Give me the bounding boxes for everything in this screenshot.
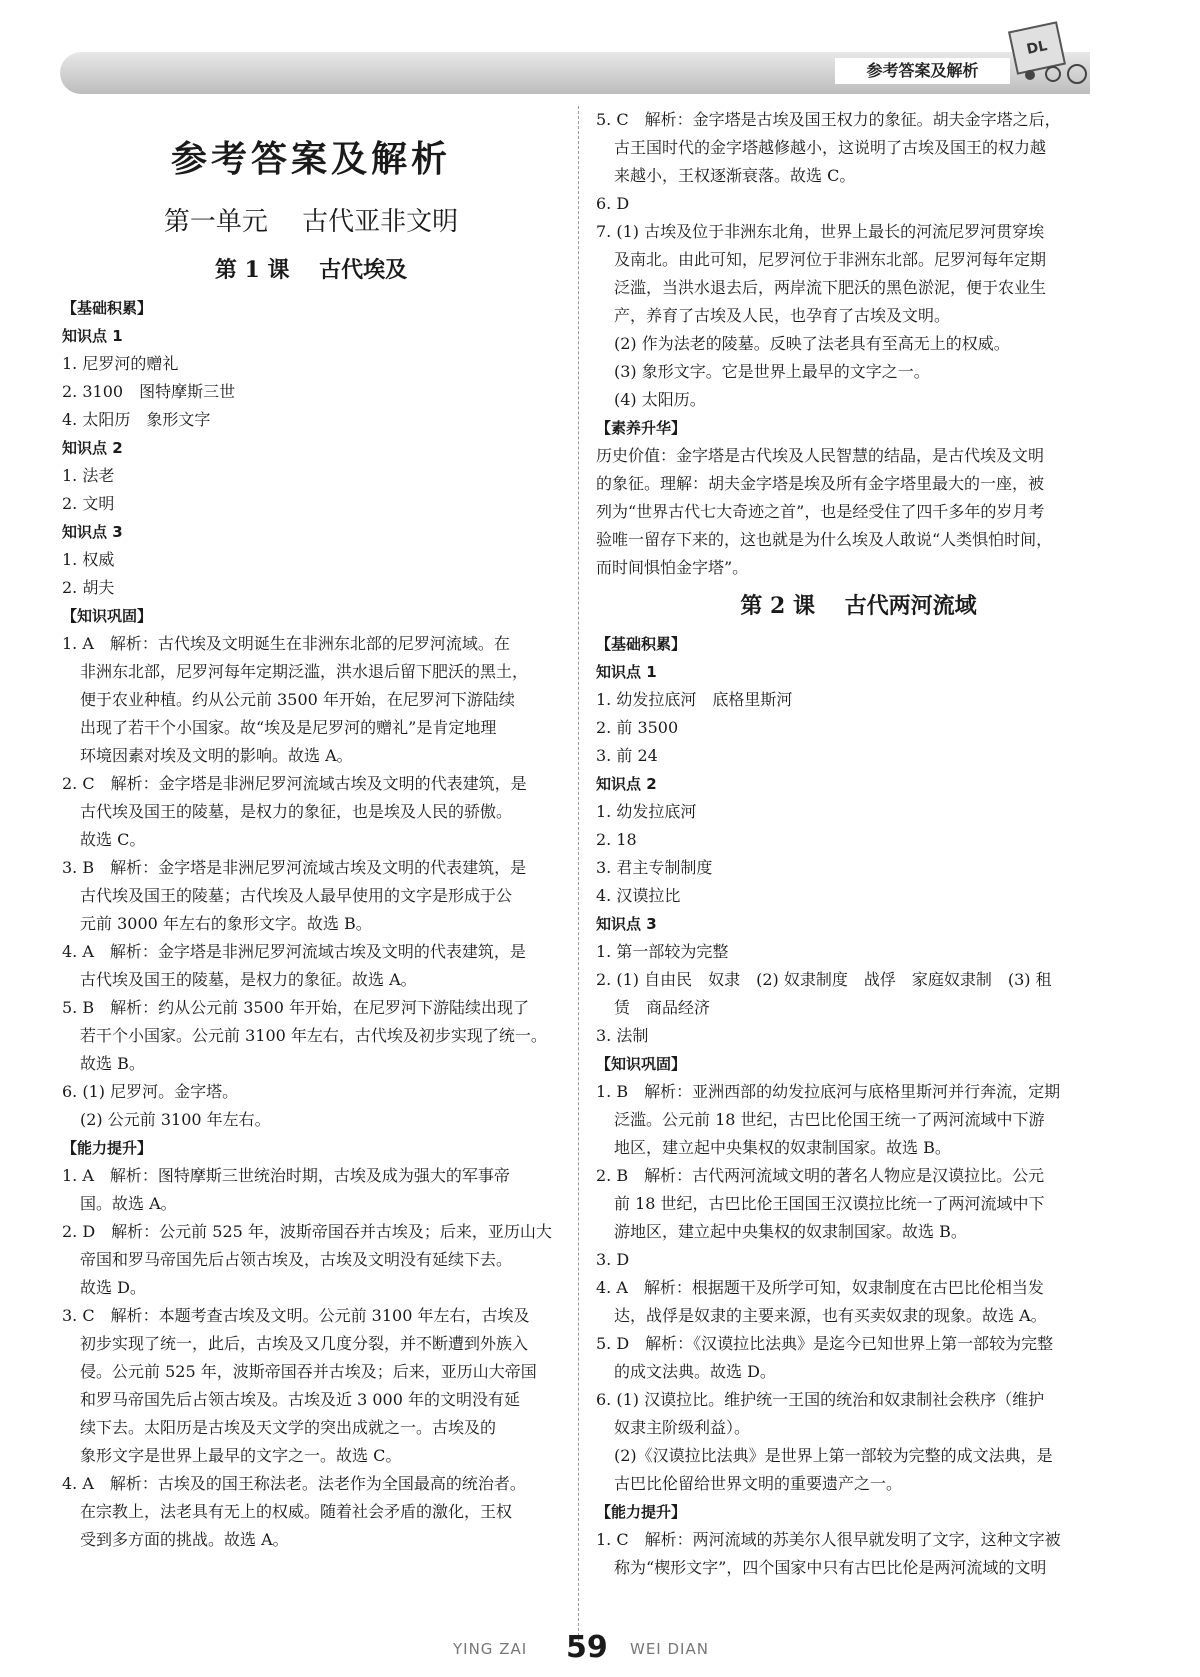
answer-line: 历史价值：金字塔是古代埃及人民智慧的结晶，是古代埃及文明 — [596, 446, 1045, 465]
answer-line: 古代埃及国王的陵墓，是权力的象征，也是埃及人民的骄傲。 — [80, 802, 513, 821]
answer-line: 若干个小国家。公元前 3100 年左右，古代埃及初步实现了统一。 — [80, 1026, 547, 1045]
footer-left: YING ZAI — [453, 1640, 528, 1658]
knowledge-point-label: 知识点 2 — [62, 439, 123, 457]
answer-line: 称为“楔形文字”，四个国家中只有古巴比伦是两河流域的文明 — [614, 1558, 1047, 1577]
answer-line: 2. C 解析：金字塔是非洲尼罗河流域古埃及文明的代表建筑，是 — [62, 774, 527, 793]
answer-line: 2. 18 — [596, 830, 637, 849]
answer-line: 地区，建立起中央集权的奴隶制国家。故选 B。 — [614, 1138, 951, 1157]
answer-line: 4. A 解析：金字塔是非洲尼罗河流域古埃及文明的代表建筑，是 — [62, 942, 526, 961]
answer-line: 1. 幼发拉底河 底格里斯河 — [596, 690, 793, 709]
answer-line: (2) 作为法老的陵墓。反映了法老具有至高无上的权威。 — [614, 334, 1010, 353]
answer-line: 1. 第一部较为完整 — [596, 942, 729, 961]
answer-line: 1. 幼发拉底河 — [596, 802, 697, 821]
answer-line: 象形文字是世界上最早的文字之一。故选 C。 — [80, 1446, 402, 1465]
answer-line: 1. 法老 — [62, 466, 115, 485]
answer-line: 4. 太阳历 象形文字 — [62, 410, 211, 429]
answer-line: 验唯一留存下来的，这也就是为什么埃及人敢说“人类惧怕时间， — [596, 530, 1053, 549]
section-heading: 【知识巩固】 — [62, 607, 153, 625]
answer-line: 4. A 解析：根据题干及所学可知，奴隶制度在古巴比伦相当发 — [596, 1278, 1044, 1297]
right-content-bottom — [596, 630, 1121, 1582]
knowledge-point-label: 知识点 1 — [62, 327, 123, 345]
answer-line: 游地区，建立起中央集权的奴隶制国家。故选 B。 — [614, 1222, 967, 1241]
answer-line: 5. B 解析：约从公元前 3500 年开始，在尼罗河下游陆续出现了 — [62, 998, 530, 1017]
answer-line: 1. 权威 — [62, 550, 115, 569]
answer-line: 出现了若干个小国家。故“埃及是尼罗河的赠礼”是肯定地理 — [80, 718, 497, 737]
answer-line: 古王国时代的金字塔越修越小，这说明了古埃及国王的权力越 — [614, 138, 1047, 157]
answer-line: (2) 公元前 3100 年左右。 — [80, 1110, 271, 1129]
answer-line: 续下去。太阳历是古埃及天文学的突出成就之一。古埃及的 — [80, 1418, 497, 1437]
answer-line: 非洲东北部，尼罗河每年定期泛滥，洪水退后留下肥沃的黑土， — [80, 662, 529, 681]
lesson-1-title: 第 1 课 古代埃及 — [214, 257, 408, 283]
answer-line: 4. 汉谟拉比 — [596, 886, 681, 905]
answer-line: 3. 君主专制制度 — [596, 858, 713, 877]
answer-line: 的成文法典。故选 D。 — [614, 1362, 776, 1381]
right-content-top — [596, 106, 1121, 582]
answer-line: 故选 B。 — [80, 1054, 145, 1073]
answer-line: (4) 太阳历。 — [614, 390, 706, 409]
answer-line: 泛滥，当洪水退去后，两岸流下肥沃的黑色淤泥，便于农业生 — [614, 278, 1047, 297]
page-number: 59 — [566, 1630, 608, 1665]
footer-right: WEI DIAN — [630, 1640, 709, 1658]
answer-line: 故选 D。 — [80, 1278, 146, 1297]
answer-line: 帝国和罗马帝国先后占领古埃及，古埃及文明没有延续下去。 — [80, 1250, 513, 1269]
answer-line: 3. 法制 — [596, 1026, 649, 1045]
answer-line: 1. B 解析：亚洲西部的幼发拉底河与底格里斯河并行奔流，定期 — [596, 1082, 1061, 1101]
footer — [0, 1630, 1200, 1670]
answer-line: 1. A 解析：古代埃及文明诞生在非洲东北部的尼罗河流域。在 — [62, 634, 510, 653]
answer-line: 赁 商品经济 — [614, 998, 711, 1017]
answer-line: 3. 前 24 — [596, 746, 658, 765]
section-heading: 【基础积累】 — [62, 299, 153, 317]
section-heading: 【能力提升】 — [62, 1139, 153, 1157]
answer-line: 5. C 解析：金字塔是古埃及国王权力的象征。胡夫金字塔之后， — [596, 110, 1061, 129]
answer-line: 5. D 解析：《汉谟拉比法典》是迄今已知世界上第一部较为完整 — [596, 1334, 1054, 1353]
answer-line: 元前 3000 年左右的象形文字。故选 B。 — [80, 914, 372, 933]
answer-line: 2. 前 3500 — [596, 718, 679, 737]
answer-line: 初步实现了统一，此后，古埃及又几度分裂，并不断遭到外族入 — [80, 1334, 529, 1353]
answer-line: 1. 尼罗河的赠礼 — [62, 354, 179, 373]
answer-line: 3. C 解析：本题考查古埃及文明。公元前 3100 年左右，古埃及 — [62, 1306, 530, 1325]
answer-line: 和罗马帝国先后占领古埃及。古埃及近 3 000 年的文明没有延 — [80, 1390, 520, 1409]
answer-line: 列为“世界古代七大奇迹之首”，也是经受住了四千多年的岁月考 — [596, 502, 1045, 521]
answer-line: 2. 胡夫 — [62, 578, 115, 597]
lesson-2-title: 第 2 课 古代两河流域 — [740, 593, 977, 619]
logo-badge: DL — [1008, 21, 1066, 74]
answer-line: 2. (1) 自由民 奴隶 (2) 奴隶制度 战俘 家庭奴隶制 (3) 租 — [596, 970, 1052, 989]
answer-line: 奴隶主阶级利益）。 — [614, 1418, 751, 1437]
answer-line: 达，战俘是奴隶的主要来源，也有买卖奴隶的现象。故选 A。 — [614, 1306, 1047, 1325]
answer-line: 3. D — [596, 1250, 630, 1269]
answer-line: 便于农业种植。约从公元前 3500 年开始，在尼罗河下游陆续 — [80, 690, 515, 709]
answer-line: 2. B 解析：古代两河流域文明的著名人物应是汉谟拉比。公元 — [596, 1166, 1045, 1185]
answer-line: 古代埃及国王的陵墓；古代埃及人最早使用的文字是形成于公 — [80, 886, 513, 905]
section-heading: 【知识巩固】 — [596, 1055, 687, 1073]
answer-line: 产，养育了古埃及人民，也孕育了古埃及文明。 — [614, 306, 951, 325]
header-label: 参考答案及解析 — [835, 58, 1010, 84]
answer-line: 国。故选 A。 — [80, 1194, 177, 1213]
column-divider — [578, 106, 579, 1646]
knowledge-point-label: 知识点 3 — [596, 915, 657, 933]
answer-line: 2. 3100 图特摩斯三世 — [62, 382, 236, 401]
answer-line: 2. D 解析：公元前 525 年，波斯帝国吞并古埃及；后来，亚历山大 — [62, 1222, 552, 1241]
knowledge-point-label: 知识点 2 — [596, 775, 657, 793]
answer-line: 及南北。由此可知，尼罗河位于非洲东北部。尼罗河每年定期 — [614, 250, 1047, 269]
answer-line: 在宗教上，法老具有无上的权威。随着社会矛盾的激化，王权 — [80, 1502, 513, 1521]
answer-line: 6. (1) 尼罗河。金字塔。 — [62, 1082, 239, 1101]
knowledge-point-label: 知识点 1 — [596, 663, 657, 681]
section-heading: 【能力提升】 — [596, 1503, 687, 1521]
section-heading: 【素养升华】 — [596, 419, 687, 437]
answer-line: 6. D — [596, 194, 630, 213]
left-content — [62, 294, 560, 1554]
answer-line: 2. 文明 — [62, 494, 115, 513]
answer-line: 古代埃及国王的陵墓，是权力的象征。故选 A。 — [80, 970, 417, 989]
left-column — [62, 106, 560, 1554]
unit-title: 第一单元 古代亚非文明 — [163, 207, 459, 237]
answer-line: 来越小，王权逐渐衰落。故选 C。 — [614, 166, 856, 185]
answer-line: 1. C 解析：两河流域的苏美尔人很早就发明了文字，这种文字被 — [596, 1530, 1061, 1549]
right-column — [596, 106, 1121, 1582]
answer-line: 4. A 解析：古埃及的国王称法老。法老作为全国最高的统治者。 — [62, 1474, 526, 1493]
answer-line: (3) 象形文字。它是世界上最早的文字之一。 — [614, 362, 930, 381]
page-title: 参考答案及解析 — [170, 139, 451, 180]
answer-line: 前 18 世纪，古巴比伦王国国王汉谟拉比统一了两河流域中下 — [614, 1194, 1045, 1213]
answer-line: 1. A 解析：图特摩斯三世统治时期，古埃及成为强大的军事帝 — [62, 1166, 510, 1185]
answer-line: 侵。公元前 525 年，波斯帝国吞并古埃及；后来，亚历山大帝国 — [80, 1362, 537, 1381]
answer-line: 7. (1) 古埃及位于非洲东北角，世界上最长的河流尼罗河贯穿埃 — [596, 222, 1045, 241]
answer-line: 受到多方面的挑战。故选 A。 — [80, 1530, 289, 1549]
answer-line: 而时间惧怕金字塔”。 — [596, 558, 749, 577]
logo-decoration — [1015, 62, 1095, 86]
answer-line: 的象征。理解：胡夫金字塔是埃及所有金字塔里最大的一座，被 — [596, 474, 1045, 493]
section-heading: 【基础积累】 — [596, 635, 687, 653]
answer-line: 环境因素对埃及文明的影响。故选 A。 — [80, 746, 353, 765]
answer-line: 6. (1) 汉谟拉比。维护统一王国的统治和奴隶制社会秩序（维护 — [596, 1390, 1045, 1409]
answer-line: 泛滥。公元前 18 世纪，古巴比伦国王统一了两河流域中下游 — [614, 1110, 1045, 1129]
answer-line: (2)《汉谟拉比法典》是世界上第一部较为完整的成文法典，是 — [614, 1446, 1053, 1465]
answer-line: 故选 C。 — [80, 830, 146, 849]
answer-line: 古巴比伦留给世界文明的重要遗产之一。 — [614, 1474, 903, 1493]
answer-line: 3. B 解析：金字塔是非洲尼罗河流域古埃及文明的代表建筑，是 — [62, 858, 527, 877]
knowledge-point-label: 知识点 3 — [62, 523, 123, 541]
